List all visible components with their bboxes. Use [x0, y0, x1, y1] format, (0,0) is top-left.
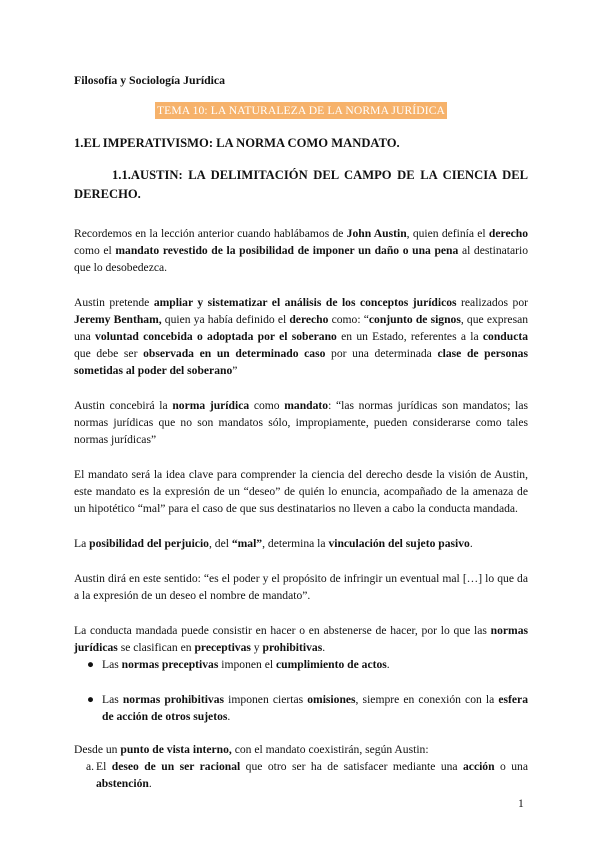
bullet-icon: ●	[87, 658, 95, 671]
paragraph-perjuicio: La posibilidad del perjuicio, del “mal”, determina la vinculación del sujeto pasivo.	[74, 537, 473, 550]
lettered-list	[74, 758, 528, 792]
bullet-list	[74, 656, 528, 725]
list-item-prohibitivas: ● Las normas prohibitivas imponen ciertas omisiones, siempre en conexión con la esfera de acción de otros sujetos.	[87, 693, 528, 723]
list-item-preceptivas: ● Las normas preceptivas imponen el cumplimiento de actos.	[87, 658, 390, 671]
document-page	[74, 70, 528, 792]
subsection-heading: 1.1.AUSTIN: LA DELIMITACIÓN DEL CAMPO DE LA CIENCIA DEL DERECHO.	[74, 168, 528, 201]
list-item-a: a. El deseo de un ser racional que otro ser ha de satisfacer mediante una acción o una abstención.	[86, 760, 528, 790]
page-number: 1	[518, 797, 524, 810]
paragraph-austin-definition: Recordemos en la lección anterior cuando hablábamos de John Austin, quien definía el derecho como el mandato revestido de la posibilidad de imponer un daño o una pena al destinatario que lo desobedezca.	[74, 227, 529, 274]
bullet-icon: ●	[87, 693, 95, 706]
paragraph-clasificacion: La conducta mandada puede consistir en hacer o en abstenerse de hacer, por lo que las normas jurídicas se clasifican en preceptivas y prohibitivas.	[74, 624, 528, 654]
topic-heading: TEMA 10: LA NATURALEZA DE LA NORMA JURÍDICA	[156, 104, 446, 117]
paragraph-norma-mandato: Austin concebirá la norma jurídica como mandato: “las normas jurídicas son mandatos; las normas jurídicas que no son mandatos sólo, impropiamente, pueden considerarse como tales normas jurídicas”	[74, 399, 528, 446]
paragraph-punto-vista: Desde un punto de vista interno, con el mandato coexistirán, según Austin:	[74, 743, 429, 756]
paragraph-austin-quote: Austin dirá en este sentido: “es el poder y el propósito de infringir un eventual mal […] lo que da a la expresión de un deseo el nombre de mandato”.	[74, 572, 528, 602]
paragraph-mandato-idea: El mandato será la idea clave para comprender la ciencia del derecho desde la visión de Austin, este mandato es la expresión de un “deseo” de quién lo enuncia, acompañado de la amenaza de un hipotético “mal” para el caso de que sus destinatarios no lleven a cabo la conducta mandada.	[74, 468, 528, 515]
section-heading: 1.EL IMPERATIVISMO: LA NORMA COMO MANDATO.	[74, 136, 400, 150]
list-marker: a.	[86, 760, 95, 773]
course-title: Filosofía y Sociología Jurídica	[74, 73, 226, 87]
paragraph-bentham: Austin pretende ampliar y sistematizar el análisis de los conceptos jurídicos realizados por Jeremy Bentham, quien ya había definido el derecho como: “conjunto de signos, que expresan una voluntad concebida o adoptada por el soberano en un Estado, referentes a la conducta que debe ser observada en un determinado caso por una determinada clase de personas sometidas al poder del soberano”	[74, 296, 529, 377]
topic-heading-wrapper	[74, 102, 528, 119]
